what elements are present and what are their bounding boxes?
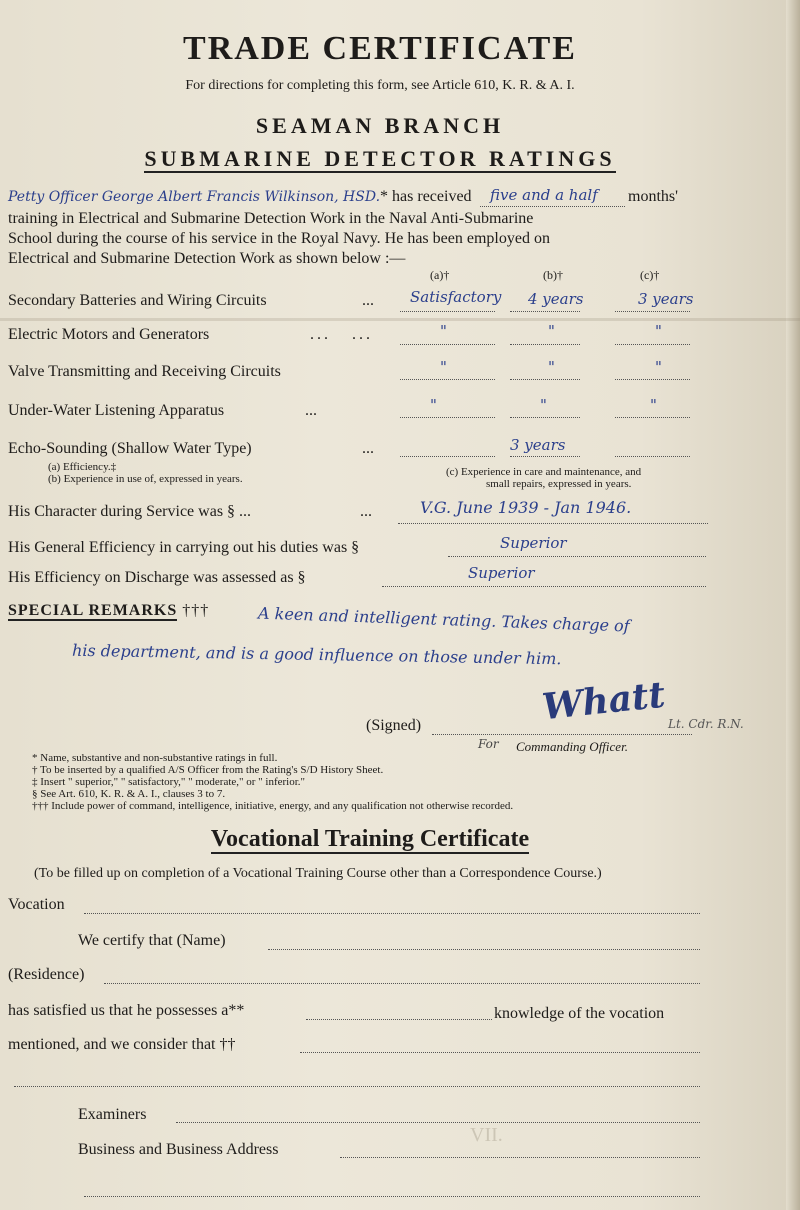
examiners-dots: [176, 1122, 700, 1123]
blank-line-dots: [14, 1086, 700, 1087]
commanding-officer-label: Commanding Officer.: [516, 739, 628, 754]
row-dots-b: [510, 311, 580, 312]
row-leader: ... ...: [310, 326, 373, 343]
general-efficiency-dots: [448, 556, 706, 557]
row-value-a: ": [430, 396, 437, 414]
row-label: Echo-Sounding (Shallow Water Type): [8, 440, 252, 457]
satisfied-label: has satisfied us that he possesses a**: [8, 1002, 245, 1019]
signature: Whatt: [540, 673, 668, 729]
signature-rank: Lt. Cdr. R.N.: [668, 717, 744, 731]
character-label: His Character during Service was § ...: [8, 503, 252, 520]
character-leader: ...: [360, 503, 372, 520]
rating-name: Petty Officer George Albert Francis Wilkinson, HSD.: [8, 189, 381, 205]
intro-line-4: Electrical and Submarine Detection Work as shown below :—: [8, 250, 406, 267]
business-label: Business and Business Address: [78, 1141, 279, 1158]
row-leader: ...: [362, 440, 374, 457]
mentioned-mark: ††: [219, 1036, 236, 1053]
row-value-b: ": [548, 322, 555, 340]
signed-label: (Signed): [366, 717, 422, 734]
note-c-2: small repairs, expressed in years.: [486, 478, 632, 490]
vocation-dots: [84, 913, 700, 914]
footnote: § See Art. 610, K. R. & A. I., clauses 3 to 7.: [32, 788, 226, 800]
intro-line-3: School during the course of his service in the Royal Navy. He has been employed on: [8, 230, 550, 247]
note-a: (a) Efficiency.‡: [48, 461, 117, 473]
business-dots: [340, 1157, 700, 1158]
discharge-efficiency-value: Superior: [468, 564, 535, 582]
row-dots-a: [400, 344, 495, 345]
branch-heading: SEAMAN BRANCH: [255, 113, 505, 138]
row-value-c: ": [655, 322, 662, 340]
footnote: ††† Include power of command, intelligence, initiative, energy, and any qualification not otherwise recorded.: [32, 800, 514, 812]
residence-label: (Residence): [8, 966, 85, 983]
row-label: Valve Transmitting and Receiving Circuits: [8, 363, 281, 380]
months-label: months': [628, 188, 678, 205]
row-dots-b: [510, 379, 580, 380]
row-dots-b: [510, 344, 580, 345]
row-value-b: 4 years: [528, 290, 584, 308]
row-value-c: ": [655, 358, 662, 376]
vocation-label: Vocation: [8, 896, 65, 913]
note-c-1: (c) Experience in care and maintenance, and: [446, 466, 642, 478]
months-value: five and a half: [490, 186, 598, 204]
ratings-heading: [0, 146, 760, 172]
residence-dots: [104, 983, 700, 984]
note-b: (b) Experience in use of, expressed in years.: [48, 473, 243, 485]
row-leader: ...: [362, 292, 374, 309]
row-value-a: Satisfactory: [410, 288, 502, 306]
mentioned-dots: [300, 1052, 700, 1053]
column-c-header: (c)†: [640, 268, 660, 282]
special-remarks-heading: [8, 602, 209, 620]
faint-background-text: VII.: [470, 1124, 503, 1146]
vocational-title-text: Vocational Training Certificate: [210, 826, 530, 852]
row-value-a: ": [440, 358, 447, 376]
intro-line-1: [8, 188, 472, 206]
page-edge: [786, 0, 800, 1210]
row-label: Secondary Batteries and Wiring Circuits: [8, 292, 267, 309]
row-value-b: ": [548, 358, 555, 376]
row-dots-c: [615, 311, 690, 312]
row-dots-a: [400, 417, 495, 418]
row-value-b: ": [540, 396, 547, 414]
remarks-line-1: A keen and intelligent rating. Takes charge of: [257, 603, 630, 636]
column-b-header: (b)†: [543, 268, 563, 282]
row-dots-b: [510, 417, 580, 418]
general-efficiency-value: Superior: [500, 534, 567, 552]
ratings-heading-text: SUBMARINE DETECTOR RATINGS: [144, 146, 616, 171]
row-label: Electric Motors and Generators: [8, 326, 210, 343]
certify-dots: [268, 949, 700, 950]
row-dots-a: [400, 456, 495, 457]
mentioned-label: [8, 1036, 236, 1054]
row-dots-c: [615, 456, 690, 457]
character-value: V.G. June 1939 - Jan 1946.: [420, 498, 632, 517]
row-dots-c: [615, 379, 690, 380]
row-value-b: 3 years: [510, 436, 566, 454]
mentioned-text: mentioned, and we consider that: [8, 1036, 216, 1053]
row-value-c: ": [650, 396, 657, 414]
months-dots: [480, 206, 625, 207]
row-dots-c: [615, 417, 690, 418]
remarks-line-2: his department, and is a good influence on those under him.: [71, 640, 562, 669]
row-value-c: 3 years: [638, 290, 694, 308]
general-efficiency-label: His General Efficiency in carrying out his duties was §: [8, 539, 360, 556]
intro-received: * has received: [380, 188, 472, 205]
certify-label: We certify that (Name): [78, 932, 226, 949]
signature-dots: [432, 734, 692, 735]
character-dots: [398, 523, 708, 524]
certificate-title: TRADE CERTIFICATE: [183, 30, 577, 67]
row-dots-a: [400, 311, 495, 312]
column-a-header: (a)†: [430, 268, 450, 282]
satisfied-dots: [306, 1019, 492, 1020]
examiners-label: Examiners: [78, 1106, 147, 1123]
special-remarks-mark: †††: [182, 602, 210, 619]
special-remarks-label: SPECIAL REMARKS: [8, 602, 178, 619]
discharge-efficiency-label: His Efficiency on Discharge was assessed as §: [8, 569, 306, 586]
directions-note: For directions for completing this form, see Article 610, K. R. & A. I.: [185, 78, 575, 93]
intro-line-2: training in Electrical and Submarine Detection Work in the Naval Anti-Submarine: [8, 210, 534, 227]
knowledge-label: knowledge of the vocation: [494, 1005, 665, 1022]
row-dots-c: [615, 344, 690, 345]
row-value-a: ": [440, 322, 447, 340]
business-blank-dots: [84, 1196, 700, 1197]
vocational-title: [0, 826, 750, 853]
row-label: Under-Water Listening Apparatus: [8, 402, 225, 419]
vocational-subtitle: (To be filled up on completion of a Vocational Training Course other than a Correspondence Course.): [34, 866, 602, 881]
footnote: * Name, substantive and non-substantive ratings in full.: [32, 752, 278, 764]
signature-for: For: [478, 737, 499, 751]
row-dots-a: [400, 379, 495, 380]
discharge-efficiency-dots: [382, 586, 706, 587]
footnote: † To be inserted by a qualified A/S Officer from the Rating's S/D History Sheet.: [32, 764, 384, 776]
footnote: ‡ Insert " superior," " satisfactory," " moderate," or " inferior.": [32, 776, 306, 788]
row-dots-b: [510, 456, 580, 457]
row-leader: ...: [305, 402, 317, 419]
